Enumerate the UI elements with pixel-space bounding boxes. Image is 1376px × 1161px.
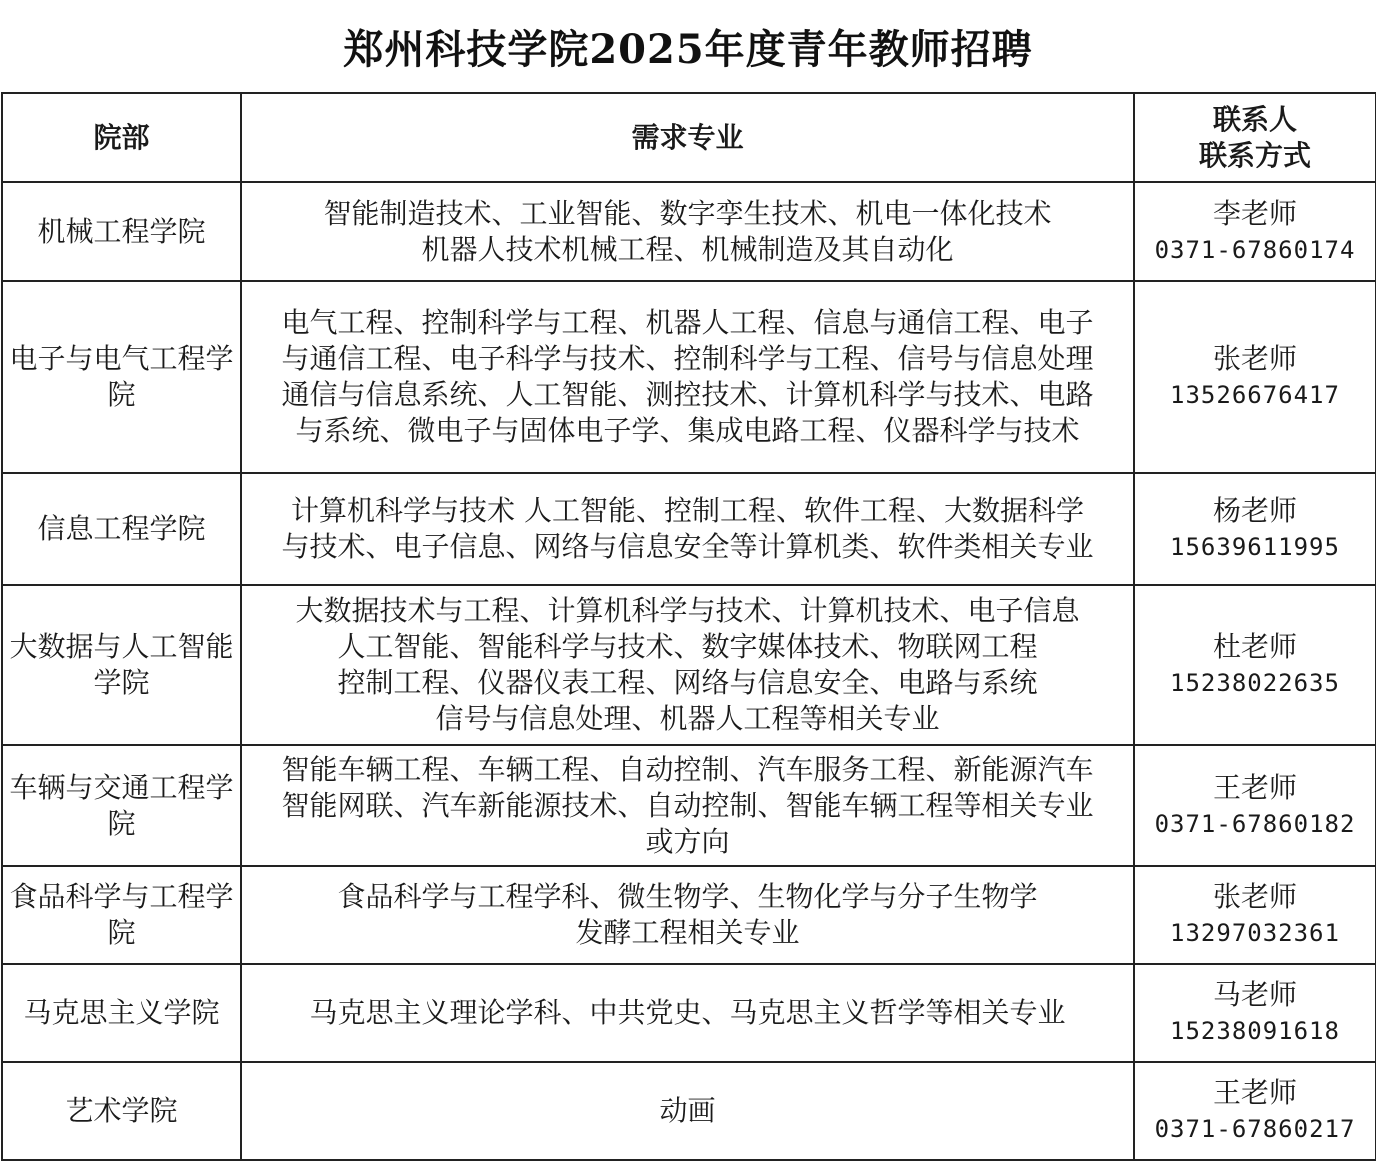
majors-line: 动画 (659, 1094, 716, 1127)
header-majors: 需求专业 (241, 93, 1134, 182)
majors-line: 通信与信息系统、人工智能、测控技术、计算机科学与技术、电路 (281, 378, 1094, 411)
contact-phone: 15238022635 (1170, 669, 1340, 697)
department-cell (2, 473, 241, 585)
table-row (2, 585, 1376, 745)
contact-cell (1134, 866, 1376, 964)
department-cell (2, 964, 241, 1062)
contact-person: 李老师 (1212, 196, 1297, 230)
majors-cell (241, 1062, 1134, 1160)
majors-line: 机器人技术机械工程、机械制造及其自动化 (421, 232, 954, 266)
contact-cell (1134, 1062, 1376, 1160)
contact-person: 杨老师 (1212, 494, 1297, 527)
contact-person: 马老师 (1212, 978, 1297, 1011)
majors-line: 与通信工程、电子科学与技术、控制科学与工程、信号与信息处理 (281, 342, 1094, 375)
department-name: 机械工程学院 (37, 214, 206, 248)
majors-cell (241, 473, 1134, 585)
department-name: 艺术学院 (65, 1094, 178, 1127)
majors-line: 食品科学与工程学科、微生物学、生物化学与分子生物学 (337, 880, 1038, 913)
table-row (2, 182, 1376, 281)
majors-line: 马克思主义理论学科、中共党史、马克思主义哲学等相关专业 (309, 996, 1066, 1029)
department-cell (2, 281, 241, 473)
table-row (2, 964, 1376, 1062)
majors-cell (241, 281, 1134, 473)
contact-cell (1134, 473, 1376, 585)
header-contact-method: 联系方式 (1198, 138, 1311, 172)
contact-person: 张老师 (1212, 880, 1297, 913)
majors-line: 智能网联、汽车新能源技术、自动控制、智能车辆工程等相关专业 (281, 788, 1094, 822)
department-cell (2, 182, 241, 281)
majors-line: 发酵工程相关专业 (575, 916, 800, 949)
table-row (2, 745, 1376, 866)
contact-phone: 0371-67860217 (1154, 1115, 1356, 1143)
majors-line: 与系统、微电子与固体电子学、集成电路工程、仪器科学与技术 (295, 414, 1080, 447)
majors-cell (241, 182, 1134, 281)
header-contact (1134, 93, 1376, 182)
majors-cell (241, 964, 1134, 1062)
department-cell (2, 866, 241, 964)
department-name: 大数据与人工智能学院 (9, 630, 234, 699)
majors-cell (241, 745, 1134, 866)
majors-line: 智能制造技术、工业智能、数字孪生技术、机电一体化技术 (323, 196, 1052, 230)
department-cell (2, 1062, 241, 1160)
contact-person: 张老师 (1212, 342, 1297, 375)
department-name: 车辆与交通工程学院 (9, 770, 234, 840)
majors-line: 电气工程、控制科学与工程、机器人工程、信息与通信工程、电子 (281, 306, 1094, 339)
contact-phone: 13526676417 (1170, 381, 1340, 409)
department-name: 马克思主义学院 (23, 996, 220, 1029)
table-row (2, 281, 1376, 473)
majors-line: 信号与信息处理、机器人工程等相关专业 (435, 702, 940, 735)
table-header-row (2, 93, 1376, 182)
contact-cell (1134, 281, 1376, 473)
majors-line: 与技术、电子信息、网络与信息安全等计算机类、软件类相关专业 (281, 530, 1094, 563)
contact-cell (1134, 585, 1376, 745)
department-name: 电子与电气工程学院 (9, 342, 234, 411)
contact-phone: 0371-67860182 (1154, 809, 1356, 838)
header-contact-person: 联系人 (1212, 102, 1297, 136)
department-name: 信息工程学院 (37, 512, 206, 545)
contact-person: 王老师 (1212, 1076, 1297, 1109)
department-cell (2, 745, 241, 866)
majors-cell (241, 585, 1134, 745)
page-title: 郑州科技学院2025年度青年教师招聘 (343, 25, 1033, 73)
contact-cell (1134, 745, 1376, 866)
recruitment-table (1, 92, 1376, 1161)
header-department: 院部 (2, 93, 241, 182)
department-name: 食品科学与工程学院 (9, 880, 234, 949)
contact-phone: 15639611995 (1170, 533, 1340, 561)
table-row (2, 866, 1376, 964)
majors-line: 计算机科学与技术 人工智能、控制工程、软件工程、大数据科学 (291, 494, 1084, 527)
majors-line: 大数据技术与工程、计算机科学与技术、计算机技术、电子信息 (295, 594, 1080, 627)
table-row (2, 473, 1376, 585)
contact-phone: 0371-67860174 (1154, 235, 1356, 264)
majors-line: 智能车辆工程、车辆工程、自动控制、汽车服务工程、新能源汽车 (281, 752, 1094, 786)
department-cell (2, 585, 241, 745)
majors-line: 或方向 (645, 824, 730, 858)
majors-cell (241, 866, 1134, 964)
contact-person: 杜老师 (1212, 630, 1297, 663)
majors-line: 控制工程、仪器仪表工程、网络与信息安全、电路与系统 (337, 666, 1038, 699)
majors-line: 人工智能、智能科学与技术、数字媒体技术、物联网工程 (337, 630, 1038, 663)
contact-phone: 13297032361 (1170, 919, 1340, 947)
contact-phone: 15238091618 (1170, 1017, 1340, 1045)
contact-cell (1134, 964, 1376, 1062)
table-row (2, 1062, 1376, 1160)
contact-person: 王老师 (1212, 770, 1297, 804)
contact-cell (1134, 182, 1376, 281)
